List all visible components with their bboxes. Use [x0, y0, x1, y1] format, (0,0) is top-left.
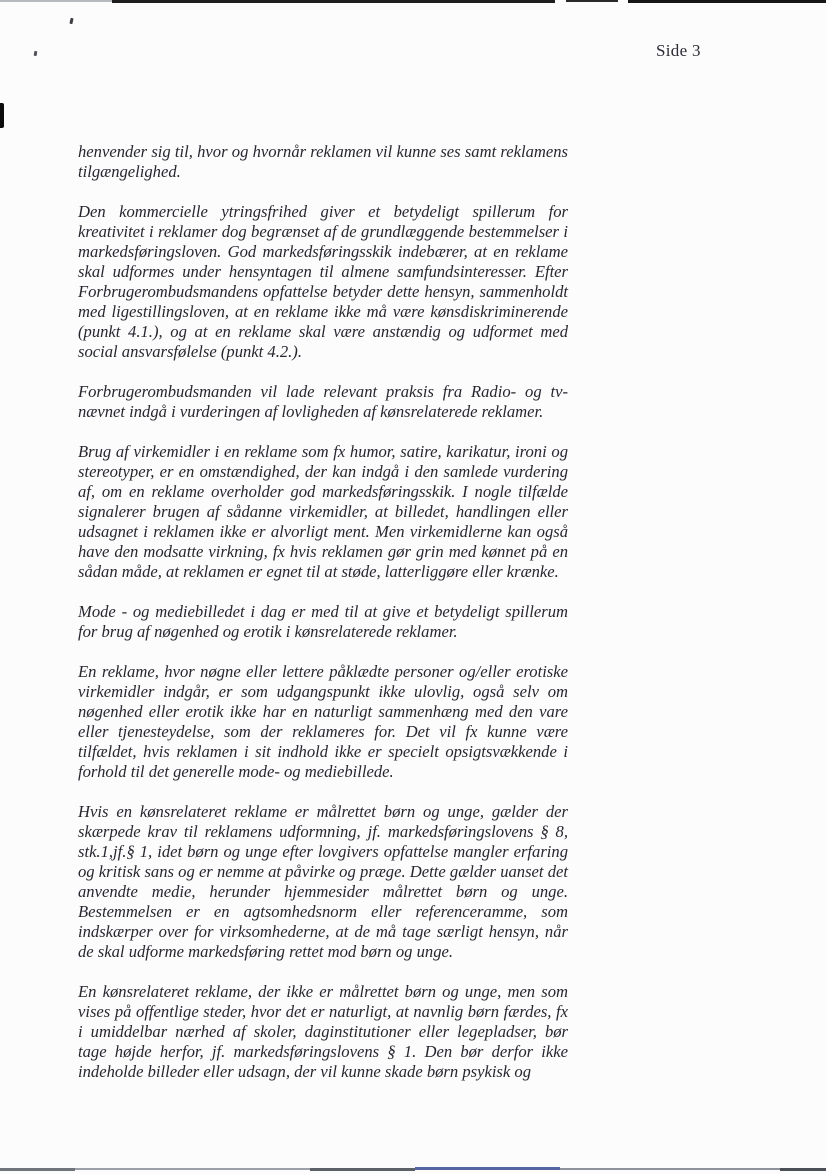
scan-artifact-top-edge: [112, 0, 555, 3]
scan-artifact-top-edge: [566, 0, 618, 2]
scan-artifact-speck: [34, 51, 38, 56]
scan-artifact-left-mark: [0, 103, 4, 128]
scan-artifact-bottom-edge: [560, 1168, 780, 1170]
document-body: [78, 142, 568, 1102]
scan-artifact-top-edge: [0, 0, 112, 2]
paragraph: En reklame, hvor nøgne eller lettere påklædte personer og/eller erotiske virkemidler indgår, er som udgangspunkt ikke ulovlig, også selv om nøgenhed eller erotik ikke har en naturligt sammenhæng med den vare eller tjenesteydelse, som der reklameres for. Det vil fx kunne være tilfældet, hvis reklamen i sit indhold ikke er specielt opsigtsvækkende i forhold til det generelle mode- og mediebillede.: [78, 662, 568, 781]
scan-artifact-top-edge: [628, 0, 826, 3]
page-number: Side 3: [656, 41, 701, 60]
scan-artifact-bottom-edge: [75, 1168, 310, 1170]
paragraph: En kønsrelateret reklame, der ikke er målrettet børn og unge, men som vises på offentlige steder, hvor det er naturligt, at navnlig børn færdes, fx i umiddelbar nærhed af skoler, daginstitutioner eller legepladser, bør tage højde herfor, jf. markedsføringslovens § 1. Den bør derfor ikke indeholde billeder eller udsagn, der vil kunne skade børn psykisk og: [78, 982, 568, 1081]
scan-artifact-bottom-edge: [780, 1168, 826, 1171]
scan-artifact-bottom-edge: [310, 1168, 415, 1171]
scan-artifact-speck: [69, 18, 73, 24]
paragraph: Den kommercielle ytringsfrihed giver et betydeligt spillerum for kreativitet i reklamer dog begrænset af de grundlæggende bestemmelser i markedsføringsloven. God markedsføringsskik indebærer, at en reklame skal udformes under hensyntagen til almene samfundsinteresser. Efter Forbrugerombudsmandens opfattelse betyder dette hensyn, sammenholdt med ligestillingsloven, at en reklame ikke må være kønsdiskriminerende (punkt 4.1.), og at en reklame skal være anstændig og udformet med social ansvarsfølelse (punkt 4.2.).: [78, 202, 568, 361]
paragraph: Brug af virkemidler i en reklame som fx humor, satire, karikatur, ironi og stereotyper, er en omstændighed, der kan indgå i den samlede vurdering af, om en reklame overholder god markedsføringsskik. I nogle tilfælde signalerer brugen af sådanne virkemidler, at billedet, handlingen eller udsagnet i reklamen ikke er alvorligt ment. Men virkemidlerne kan også have den modsatte virkning, fx hvis reklamen gør grin med kønnet på en sådan måde, at reklamen er egnet til at støde, latterliggøre eller krænke.: [78, 442, 568, 581]
paragraph: Hvis en kønsrelateret reklame er målrettet børn og unge, gælder der skærpede krav til reklamens udformning, jf. markedsføringslovens § 8, stk.1,jf.§ 1, idet børn og unge efter lovgivers opfattelse mangler erfaring og kritisk sans og er nemme at påvirke og præge. Dette gælder uanset det anvendte medie, herunder hjemmesider målrettet børn og unge. Bestemmelsen er en agtsomhedsnorm eller referenceramme, som indskærper over for virksomhederne, at de må tage særligt hensyn, når de skal udforme markedsføring rettet mod børn og unge.: [78, 802, 568, 961]
scan-artifact-bottom-edge: [0, 1168, 75, 1171]
paragraph: Forbrugerombudsmanden vil lade relevant praksis fra Radio- og tv-nævnet indgå i vurderingen af lovligheden af kønsrelaterede reklamer.: [78, 382, 568, 421]
paragraph: Mode - og mediebilledet i dag er med til at give et betydeligt spillerum for brug af nøgenhed og erotik i kønsrelaterede reklamer.: [78, 602, 568, 641]
scan-artifact-bottom-edge: [415, 1167, 560, 1170]
paragraph-continuation: henvender sig til, hvor og hvornår reklamen vil kunne ses samt reklamens tilgængelighed.: [78, 142, 568, 181]
